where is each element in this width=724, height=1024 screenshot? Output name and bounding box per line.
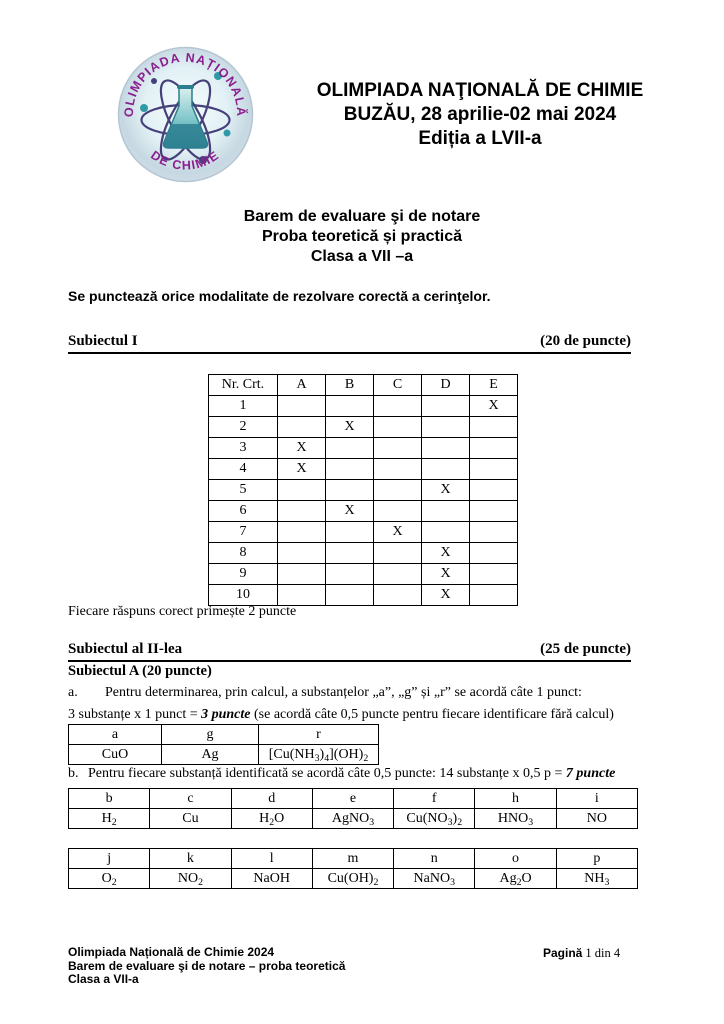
subject1-footnote: Fiecare răspuns corect primește 2 puncte [68, 604, 297, 619]
substance-formula: $[Cu(NH_3)_4](OH)_2$ [259, 745, 379, 765]
answer-cell: 2 [209, 417, 278, 438]
answer-cell [470, 438, 518, 459]
footer-line-3: Clasa a VII-a [68, 972, 139, 986]
subject1-heading [68, 333, 631, 354]
answer-cell [326, 480, 374, 501]
page-number-value: 1 din 4 [585, 946, 621, 960]
answer-cell [422, 417, 470, 438]
answer-column-header: C [374, 375, 422, 396]
answer-cell: X [422, 480, 470, 501]
answer-cell [374, 543, 422, 564]
substance-formula: NaNO$_3$ [394, 869, 475, 889]
answer-row [209, 543, 518, 564]
answer-cell: 1 [209, 396, 278, 417]
item-b-text: Pentru fiecare substanță identificată se acordă câte 0,5 puncte: 14 substanțe x 0,5 p = [88, 766, 566, 781]
substances-table-bi [68, 788, 638, 829]
answer-cell: X [470, 396, 518, 417]
substance-letter: i [556, 789, 637, 809]
title-line-1: OLIMPIADA NAŢIONALĂ DE CHIMIE [316, 80, 644, 101]
answer-cell [326, 564, 374, 585]
olympiad-logo-graphic [117, 46, 254, 183]
item-a-text: Pentru determinarea, prin calcul, a substanțelor „a”, „g” și „r” se acordă câte 1 punct: [105, 685, 582, 700]
substance-letter: k [150, 849, 231, 869]
answer-column-header: B [326, 375, 374, 396]
answer-cell [278, 585, 326, 606]
subtitle-line-1: Barem de evaluare şi de notare [243, 208, 481, 225]
calc-a-prefix: 3 substanțe x 1 punct = [68, 707, 202, 722]
calc-a-suffix: (se acordă câte 0,5 puncte pentru fiecare identificare fără calcul) [250, 707, 614, 722]
answer-table-header-row [209, 375, 518, 396]
answer-cell [278, 522, 326, 543]
footer-line-1: Olimpiada Națională de Chimie 2024 [68, 945, 275, 959]
document-subtitle [68, 207, 656, 267]
answer-cell [470, 543, 518, 564]
answer-cell [326, 396, 374, 417]
answer-cell [470, 417, 518, 438]
answer-cell [422, 438, 470, 459]
item-b-points: 7 puncte [565, 766, 616, 781]
footer-left [68, 946, 345, 987]
answer-cell [470, 564, 518, 585]
answer-cell [278, 543, 326, 564]
answer-cell [374, 417, 422, 438]
substance-formula: $Cu(OH)_2$ [312, 869, 393, 889]
answer-cell [326, 585, 374, 606]
answer-row [209, 438, 518, 459]
answer-cell [374, 585, 422, 606]
document-title [280, 79, 680, 151]
substance-formula: $H_2$ [69, 809, 150, 829]
answer-cell [470, 459, 518, 480]
answer-cell [470, 522, 518, 543]
answer-row [209, 564, 518, 585]
answer-cell [374, 480, 422, 501]
substance-formula: NaOH [231, 869, 312, 889]
substance-letter: b [69, 789, 150, 809]
answer-column-header: E [470, 375, 518, 396]
answer-cell [470, 501, 518, 522]
substance-letter: o [475, 849, 556, 869]
item-a-calculation [68, 707, 614, 723]
answer-cell [278, 417, 326, 438]
subject1-answer-table [208, 374, 518, 606]
answer-cell [278, 564, 326, 585]
substance-value-row [69, 809, 638, 829]
substance-formula: $O_2$ [69, 869, 150, 889]
substance-letter: l [231, 849, 312, 869]
subject2-sectionA-title: Subiectul A (20 puncte) [68, 663, 212, 679]
answer-cell [326, 438, 374, 459]
answer-cell [278, 480, 326, 501]
footer-line-2: Barem de evaluare şi de notare – proba teoretică [68, 958, 346, 973]
substance-formula: $Cu(NO_3)_2$ [394, 809, 475, 829]
substance-formula: $NH_3$ [556, 869, 637, 889]
subject2-title: Subiectul al II-lea [68, 641, 183, 657]
title-line-2: BUZĂU, 28 aprilie-02 mai 2024 [343, 104, 617, 125]
answer-cell [374, 501, 422, 522]
answer-cell [374, 564, 422, 585]
item-a-paragraph [68, 685, 582, 701]
page-number-label: Pagină [543, 946, 583, 960]
grading-note: Se punctează orice modalitate de rezolvare corectă a cerinţelor. [68, 288, 491, 304]
answer-cell [326, 522, 374, 543]
substance-formula: Cu [150, 809, 231, 829]
answer-cell [422, 522, 470, 543]
answer-cell [422, 459, 470, 480]
subject1-title: Subiectul I [68, 333, 138, 349]
subtitle-line-3: Clasa a VII –a [310, 248, 414, 265]
answer-cell: 8 [209, 543, 278, 564]
answer-cell: X [422, 543, 470, 564]
answer-cell: 9 [209, 564, 278, 585]
answer-cell: X [374, 522, 422, 543]
substance-value-row [69, 745, 379, 765]
substance-letter: n [394, 849, 475, 869]
answer-cell: 4 [209, 459, 278, 480]
substance-formula: AgNO$_3$ [312, 809, 393, 829]
answer-cell [374, 396, 422, 417]
substance-letter: h [475, 789, 556, 809]
answer-row [209, 459, 518, 480]
logo-arc-bottom-text: DE CHIMIE [148, 148, 222, 173]
substance-letter: g [162, 725, 259, 745]
substance-header-row [69, 789, 638, 809]
answer-cell: 3 [209, 438, 278, 459]
subject2-heading [68, 641, 631, 662]
answer-cell [470, 480, 518, 501]
answer-column-header: D [422, 375, 470, 396]
answer-cell [470, 585, 518, 606]
substance-formula: $Ag_2O$ [475, 869, 556, 889]
substance-formula: NO [556, 809, 637, 829]
answer-cell: 7 [209, 522, 278, 543]
answer-cell: X [326, 417, 374, 438]
answer-cell: X [326, 501, 374, 522]
answer-cell [278, 501, 326, 522]
answer-cell [422, 396, 470, 417]
substance-letter: r [259, 725, 379, 745]
substance-formula: Ag [162, 745, 259, 765]
calc-a-points: 3 puncte [201, 707, 251, 722]
answer-cell: 10 [209, 585, 278, 606]
substance-header-row [69, 849, 638, 869]
subtitle-line-2: Proba teoretică și practică [261, 228, 463, 245]
answer-row [209, 501, 518, 522]
answer-row [209, 417, 518, 438]
substance-value-row [69, 869, 638, 889]
olympiad-logo [117, 46, 254, 183]
subject1-points: (20 de puncte) [540, 333, 631, 349]
substance-header-row [69, 725, 379, 745]
item-a-label: a. [68, 685, 78, 700]
substance-formula: CuO [69, 745, 162, 765]
item-b-label: b. [68, 766, 79, 781]
substances-table-agr [68, 724, 379, 765]
substance-letter: f [394, 789, 475, 809]
answer-cell: X [278, 459, 326, 480]
answer-column-header: Nr. Crt. [209, 375, 278, 396]
answer-row [209, 396, 518, 417]
answer-cell [374, 438, 422, 459]
substance-formula: $H_2O$ [231, 809, 312, 829]
answer-cell: 5 [209, 480, 278, 501]
substance-letter: c [150, 789, 231, 809]
item-b-paragraph [68, 766, 615, 782]
answer-cell [422, 501, 470, 522]
answer-cell: X [422, 564, 470, 585]
title-line-3: Ediția a LVII-a [418, 128, 542, 149]
substance-letter: m [312, 849, 393, 869]
answer-cell: X [278, 438, 326, 459]
answer-cell [326, 459, 374, 480]
page-number [543, 946, 620, 961]
answer-cell [278, 396, 326, 417]
substance-letter: j [69, 849, 150, 869]
substances-table-jp [68, 848, 638, 889]
substance-letter: e [312, 789, 393, 809]
answer-row [209, 522, 518, 543]
answer-cell [374, 459, 422, 480]
answer-row [209, 480, 518, 501]
substance-letter: d [231, 789, 312, 809]
substance-letter: a [69, 725, 162, 745]
answer-cell: X [422, 585, 470, 606]
substance-formula: $NO_2$ [150, 869, 231, 889]
answer-cell [326, 543, 374, 564]
substance-letter: p [556, 849, 637, 869]
substance-formula: $HNO_3$ [475, 809, 556, 829]
answer-cell: 6 [209, 501, 278, 522]
answer-column-header: A [278, 375, 326, 396]
logo-arc-top-text: OLIMPIADA NAȚIONALĂ [121, 50, 249, 118]
answer-row [209, 585, 518, 606]
subject2-points: (25 de puncte) [540, 641, 631, 657]
